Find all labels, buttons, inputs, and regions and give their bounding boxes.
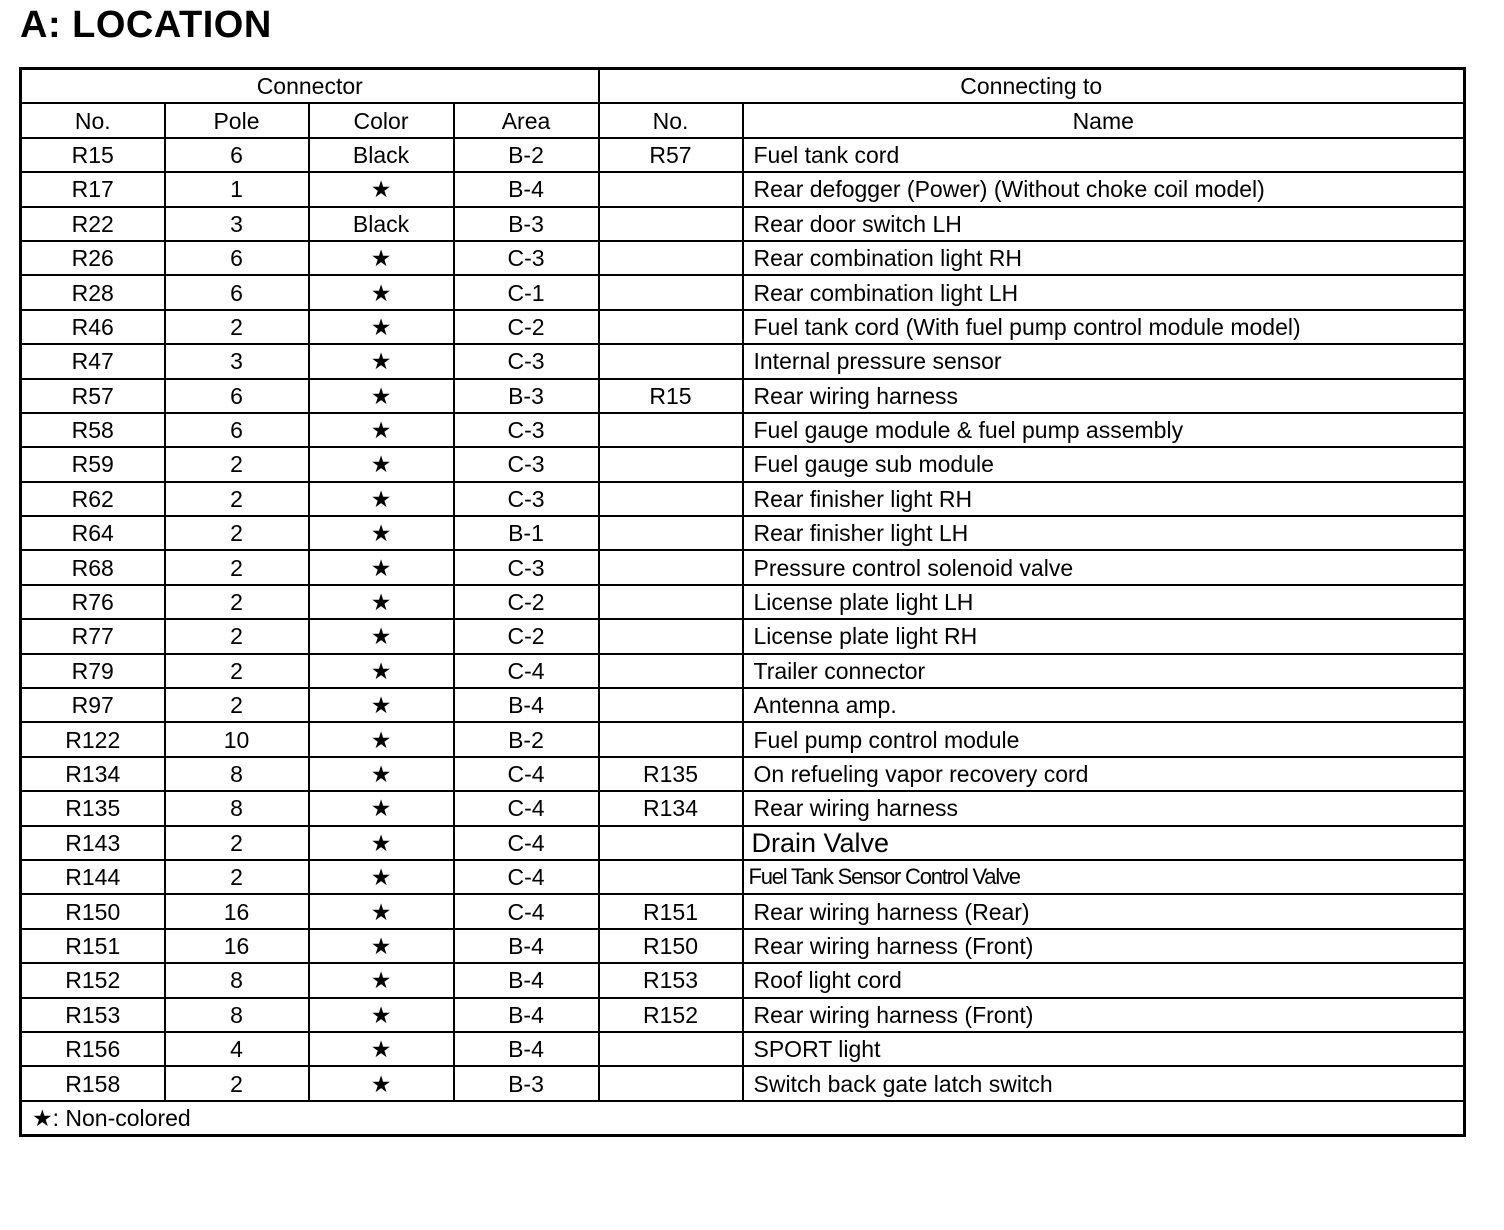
table-row <box>21 929 1465 963</box>
connecting-no-cell: R153 <box>599 963 743 997</box>
area-cell: C-3 <box>454 413 599 447</box>
connecting-name-cell: Trailer connector <box>743 654 1465 688</box>
header-group-row <box>21 69 1465 104</box>
pole-cell: 1 <box>165 172 309 206</box>
table-row <box>21 379 1465 413</box>
table-row <box>21 826 1465 860</box>
connecting-name-cell: Rear wiring harness (Front) <box>743 998 1465 1032</box>
connecting-name-cell: Fuel gauge sub module <box>743 447 1465 481</box>
header-to-no: No. <box>599 103 743 137</box>
area-cell: C-4 <box>454 860 599 894</box>
connecting-no-cell <box>599 619 743 653</box>
connecting-name-cell: Fuel tank cord (With fuel pump control module model) <box>743 310 1465 344</box>
connecting-no-cell: R134 <box>599 791 743 825</box>
connector-no-cell: R17 <box>21 172 165 206</box>
connecting-no-cell <box>599 413 743 447</box>
connecting-name-cell: Rear wiring harness (Front) <box>743 929 1465 963</box>
pole-cell: 8 <box>165 963 309 997</box>
color-cell: ★ <box>309 688 454 722</box>
pole-cell: 6 <box>165 275 309 309</box>
header-no: No. <box>21 103 165 137</box>
area-cell: B-4 <box>454 688 599 722</box>
pole-cell: 6 <box>165 379 309 413</box>
table-row <box>21 310 1465 344</box>
connecting-no-cell: R57 <box>599 138 743 172</box>
table-row <box>21 998 1465 1032</box>
connecting-name-cell: Rear door switch LH <box>743 207 1465 241</box>
pole-cell: 8 <box>165 998 309 1032</box>
connecting-no-cell <box>599 516 743 550</box>
table-row <box>21 138 1465 172</box>
area-cell: C-3 <box>454 241 599 275</box>
pole-cell: 2 <box>165 654 309 688</box>
pole-cell: 2 <box>165 550 309 584</box>
connecting-name-cell: On refueling vapor recovery cord <box>743 757 1465 791</box>
connecting-no-cell <box>599 688 743 722</box>
table-row <box>21 688 1465 722</box>
connecting-no-cell <box>599 722 743 756</box>
connector-no-cell: R134 <box>21 757 165 791</box>
pole-cell: 16 <box>165 929 309 963</box>
color-cell: ★ <box>309 998 454 1032</box>
connecting-name-cell: Rear defogger (Power) (Without choke coil model) <box>743 172 1465 206</box>
table-row <box>21 482 1465 516</box>
connecting-name-cell: Rear finisher light LH <box>743 516 1465 550</box>
color-cell: Black <box>309 138 454 172</box>
connecting-name-cell: Rear wiring harness <box>743 791 1465 825</box>
area-cell: C-4 <box>454 791 599 825</box>
connector-no-cell: R26 <box>21 241 165 275</box>
connector-no-cell: R150 <box>21 894 165 928</box>
area-cell: B-4 <box>454 929 599 963</box>
connector-no-cell: R77 <box>21 619 165 653</box>
color-cell: ★ <box>309 860 454 894</box>
connecting-no-cell <box>599 207 743 241</box>
area-cell: B-4 <box>454 1032 599 1066</box>
connecting-no-cell <box>599 1032 743 1066</box>
color-cell: ★ <box>309 929 454 963</box>
pole-cell: 3 <box>165 344 309 378</box>
connecting-name-cell: Rear combination light RH <box>743 241 1465 275</box>
color-cell: ★ <box>309 1066 454 1100</box>
table-row <box>21 516 1465 550</box>
pole-cell: 6 <box>165 241 309 275</box>
connector-location-table <box>19 67 1466 1137</box>
area-cell: C-2 <box>454 619 599 653</box>
connecting-name-cell: Fuel Tank Sensor Control Valve <box>743 860 1465 894</box>
connector-no-cell: R64 <box>21 516 165 550</box>
color-cell: ★ <box>309 1032 454 1066</box>
table-row <box>21 207 1465 241</box>
area-cell: B-4 <box>454 998 599 1032</box>
connecting-no-cell <box>599 344 743 378</box>
page-title: A: LOCATION <box>20 4 272 46</box>
area-cell: B-3 <box>454 1066 599 1100</box>
color-cell: ★ <box>309 516 454 550</box>
connector-no-cell: R152 <box>21 963 165 997</box>
connector-no-cell: R158 <box>21 1066 165 1100</box>
connecting-no-cell: R135 <box>599 757 743 791</box>
color-cell: Black <box>309 207 454 241</box>
connecting-no-cell <box>599 310 743 344</box>
area-cell: B-2 <box>454 722 599 756</box>
color-cell: ★ <box>309 826 454 860</box>
connector-no-cell: R135 <box>21 791 165 825</box>
area-cell: B-1 <box>454 516 599 550</box>
connecting-name-cell: Switch back gate latch switch <box>743 1066 1465 1100</box>
table-row <box>21 447 1465 481</box>
table-row <box>21 1032 1465 1066</box>
connecting-no-cell <box>599 1066 743 1100</box>
area-cell: C-3 <box>454 482 599 516</box>
table-row <box>21 963 1465 997</box>
header-connecting-to: Connecting to <box>599 69 1465 104</box>
color-cell: ★ <box>309 344 454 378</box>
color-cell: ★ <box>309 413 454 447</box>
pole-cell: 2 <box>165 447 309 481</box>
color-cell: ★ <box>309 654 454 688</box>
connecting-name-cell: Fuel gauge module & fuel pump assembly <box>743 413 1465 447</box>
connecting-name-cell: Roof light cord <box>743 963 1465 997</box>
color-cell: ★ <box>309 241 454 275</box>
connecting-name-cell: Internal pressure sensor <box>743 344 1465 378</box>
connector-no-cell: R156 <box>21 1032 165 1066</box>
table-row <box>21 585 1465 619</box>
pole-cell: 16 <box>165 894 309 928</box>
area-cell: B-4 <box>454 172 599 206</box>
area-cell: C-2 <box>454 585 599 619</box>
connecting-no-cell <box>599 654 743 688</box>
table-row <box>21 860 1465 894</box>
pole-cell: 2 <box>165 826 309 860</box>
connecting-no-cell <box>599 860 743 894</box>
connector-no-cell: R144 <box>21 860 165 894</box>
color-cell: ★ <box>309 447 454 481</box>
connector-no-cell: R79 <box>21 654 165 688</box>
connecting-name-cell: Rear wiring harness (Rear) <box>743 894 1465 928</box>
area-cell: C-4 <box>454 757 599 791</box>
area-cell: C-3 <box>454 447 599 481</box>
color-cell: ★ <box>309 791 454 825</box>
pole-cell: 2 <box>165 688 309 722</box>
area-cell: B-3 <box>454 379 599 413</box>
color-cell: ★ <box>309 894 454 928</box>
header-pole: Pole <box>165 103 309 137</box>
color-cell: ★ <box>309 275 454 309</box>
pole-cell: 2 <box>165 482 309 516</box>
pole-cell: 10 <box>165 722 309 756</box>
connector-no-cell: R46 <box>21 310 165 344</box>
connecting-no-cell: R151 <box>599 894 743 928</box>
area-cell: B-2 <box>454 138 599 172</box>
table-row <box>21 241 1465 275</box>
connector-no-cell: R122 <box>21 722 165 756</box>
color-cell: ★ <box>309 963 454 997</box>
connecting-no-cell <box>599 172 743 206</box>
color-cell: ★ <box>309 482 454 516</box>
connector-no-cell: R97 <box>21 688 165 722</box>
header-name: Name <box>743 103 1465 137</box>
connecting-no-cell <box>599 482 743 516</box>
table-row <box>21 619 1465 653</box>
color-cell: ★ <box>309 550 454 584</box>
connecting-no-cell: R15 <box>599 379 743 413</box>
connector-no-cell: R59 <box>21 447 165 481</box>
area-cell: C-3 <box>454 550 599 584</box>
header-area: Area <box>454 103 599 137</box>
area-cell: C-2 <box>454 310 599 344</box>
table-row <box>21 1066 1465 1100</box>
pole-cell: 2 <box>165 619 309 653</box>
table-row <box>21 413 1465 447</box>
connecting-name-cell: Fuel pump control module <box>743 722 1465 756</box>
footnote-non-colored: ★: Non-colored <box>21 1101 1465 1136</box>
color-cell: ★ <box>309 585 454 619</box>
table-row <box>21 275 1465 309</box>
pole-cell: 3 <box>165 207 309 241</box>
connecting-name-cell: Rear finisher light RH <box>743 482 1465 516</box>
connector-no-cell: R62 <box>21 482 165 516</box>
table-row <box>21 550 1465 584</box>
connector-no-cell: R15 <box>21 138 165 172</box>
area-cell: C-4 <box>454 826 599 860</box>
table-row <box>21 791 1465 825</box>
connector-no-cell: R153 <box>21 998 165 1032</box>
connecting-name-cell: SPORT light <box>743 1032 1465 1066</box>
connector-no-cell: R57 <box>21 379 165 413</box>
header-color: Color <box>309 103 454 137</box>
connecting-no-cell <box>599 241 743 275</box>
pole-cell: 2 <box>165 860 309 894</box>
color-cell: ★ <box>309 310 454 344</box>
area-cell: C-4 <box>454 654 599 688</box>
table-row <box>21 722 1465 756</box>
area-cell: B-3 <box>454 207 599 241</box>
pole-cell: 2 <box>165 585 309 619</box>
connecting-no-cell <box>599 275 743 309</box>
pole-cell: 8 <box>165 791 309 825</box>
pole-cell: 6 <box>165 138 309 172</box>
connecting-name-cell: Fuel tank cord <box>743 138 1465 172</box>
color-cell: ★ <box>309 757 454 791</box>
connecting-name-cell: License plate light LH <box>743 585 1465 619</box>
header-connector: Connector <box>21 69 599 104</box>
color-cell: ★ <box>309 722 454 756</box>
table-row <box>21 894 1465 928</box>
pole-cell: 2 <box>165 1066 309 1100</box>
connector-no-cell: R151 <box>21 929 165 963</box>
connector-no-cell: R47 <box>21 344 165 378</box>
connector-no-cell: R68 <box>21 550 165 584</box>
connecting-name-cell: Pressure control solenoid valve <box>743 550 1465 584</box>
header-column-row <box>21 103 1465 137</box>
pole-cell: 2 <box>165 310 309 344</box>
connecting-no-cell: R152 <box>599 998 743 1032</box>
connector-no-cell: R22 <box>21 207 165 241</box>
connecting-no-cell: R150 <box>599 929 743 963</box>
color-cell: ★ <box>309 619 454 653</box>
connecting-no-cell <box>599 447 743 481</box>
table-row <box>21 172 1465 206</box>
table-row <box>21 344 1465 378</box>
connecting-no-cell <box>599 550 743 584</box>
color-cell: ★ <box>309 379 454 413</box>
pole-cell: 8 <box>165 757 309 791</box>
area-cell: C-1 <box>454 275 599 309</box>
area-cell: B-4 <box>454 963 599 997</box>
area-cell: C-3 <box>454 344 599 378</box>
connecting-name-cell: Rear wiring harness <box>743 379 1465 413</box>
area-cell: C-4 <box>454 894 599 928</box>
table-row <box>21 654 1465 688</box>
pole-cell: 6 <box>165 413 309 447</box>
connecting-name-cell: Drain Valve <box>743 826 1465 860</box>
color-cell: ★ <box>309 172 454 206</box>
connector-no-cell: R76 <box>21 585 165 619</box>
connector-no-cell: R58 <box>21 413 165 447</box>
connecting-no-cell <box>599 585 743 619</box>
connecting-name-cell: Rear combination light LH <box>743 275 1465 309</box>
footnote-row <box>21 1101 1465 1136</box>
pole-cell: 4 <box>165 1032 309 1066</box>
connector-no-cell: R28 <box>21 275 165 309</box>
connecting-no-cell <box>599 826 743 860</box>
connecting-name-cell: License plate light RH <box>743 619 1465 653</box>
pole-cell: 2 <box>165 516 309 550</box>
connector-no-cell: R143 <box>21 826 165 860</box>
table-row <box>21 757 1465 791</box>
connecting-name-cell: Antenna amp. <box>743 688 1465 722</box>
